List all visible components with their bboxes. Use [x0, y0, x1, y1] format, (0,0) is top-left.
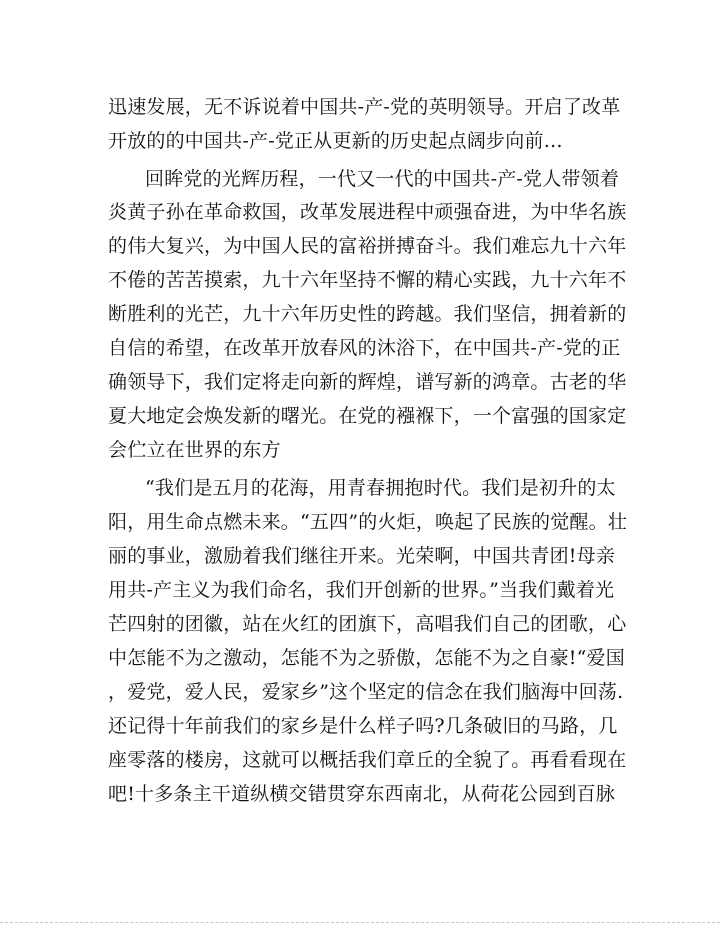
text-line: 自信的希望，在改革开放春风的沐浴下，在中国共-产-党的正 — [108, 337, 621, 359]
text-line: 吧!十多条主干道纵横交错贯穿东西南北，从荷花公园到百脉 — [108, 783, 616, 805]
text-line: 还记得十年前我们的家乡是什么样子吗?几条破旧的马路，几 — [108, 715, 618, 737]
text-line: 的伟大复兴，为中国人民的富裕拼搏奋斗。我们难忘九十六年 — [108, 235, 627, 257]
text-line: 不倦的苦苦摸索，九十六年坚持不懈的精心实践，九十六年不 — [108, 269, 627, 291]
text-line: ，爱党，爱人民，爱家乡”这个坚定的信念在我们脑海中回荡. — [108, 681, 624, 703]
text-line: 用共-产主义为我们命名，我们开创新的世界。”当我们戴着光 — [108, 579, 615, 601]
text-line: 丽的事业，激励着我们继往开来。光荣啊，中国共青团!母亲 — [108, 545, 616, 567]
text-line: 会伫立在世界的东方 — [108, 439, 281, 461]
paragraph-first-line: 回眸党的光辉历程，一代又一代的中国共-产-党人带领着 — [145, 168, 620, 190]
page-bottom-dashed-border — [0, 922, 720, 929]
paragraph-first-line: “我们是五月的花海，用青春拥抱时代。我们是初升的太 — [145, 477, 616, 499]
text-line: 炎黄子孙在革命救国，改革发展进程中顽强奋进，为中华名族 — [108, 201, 627, 223]
text-line: 中怎能不为之激动，怎能不为之骄傲，怎能不为之自豪!“爱国 — [108, 647, 625, 669]
text-line: 座零落的楼房，这就可以概括我们章丘的全貌了。再看看现在 — [108, 749, 627, 771]
text-line: 迅速发展，无不诉说着中国共-产-党的英明领导。开启了改革 — [108, 96, 621, 118]
text-line: 断胜利的光芒，九十六年历史性的跨越。我们坚信，拥着新的 — [108, 303, 627, 325]
text-line: 夏大地定会焕发新的曙光。在党的襁褓下，一个富强的国家定 — [108, 405, 627, 427]
text-line: 芒四射的团徽，站在火红的团旗下，高唱我们自己的团歌，心 — [108, 613, 627, 635]
text-line: 阳，用生命点燃未来。“五四”的火炬，唤起了民族的觉醒。壮 — [108, 511, 628, 533]
text-line: 开放的的中国共-产-党正从更新的历史起点阔步向前… — [108, 130, 563, 152]
text-line: 确领导下，我们定将走向新的辉煌，谱写新的鸿章。古老的华 — [108, 371, 627, 393]
